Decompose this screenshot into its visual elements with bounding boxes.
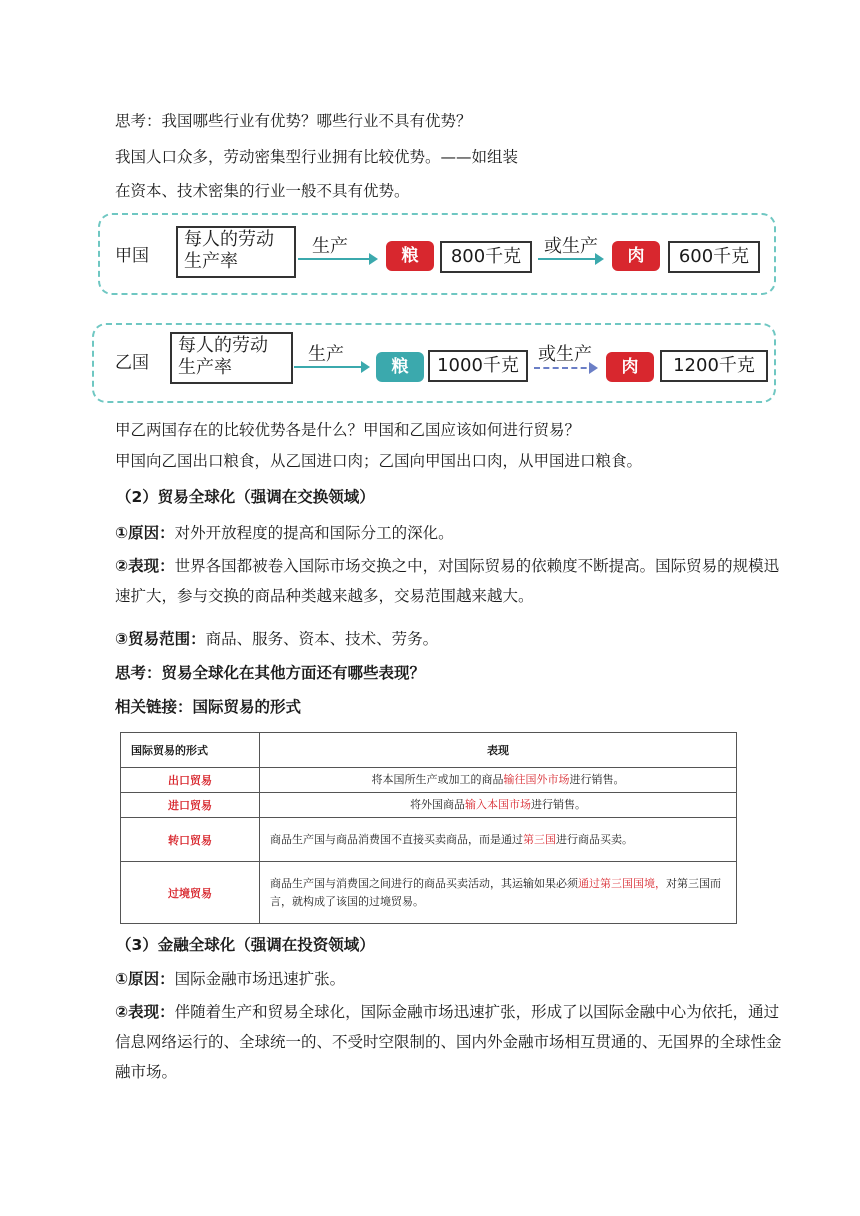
produce-label: 生产 [312,236,348,257]
finance-cause [115,968,345,990]
table-row [121,793,737,818]
trade-form-cell: 进口贸易 [121,793,260,818]
trade-performance [115,551,783,611]
trade-desc-cell [260,768,737,793]
desc-text: 进行销售。 [569,773,625,786]
productivity-label-line2: 生产率 [178,357,232,378]
productivity-label-line2: 生产率 [184,251,238,272]
produce-label: 生产 [308,344,344,365]
trade-think-question: 思考：贸易全球化在其他方面还有哪些表现？ [115,664,426,682]
grain-badge: 粮 [386,241,434,271]
trade-forms-table [120,732,737,924]
productivity-label-line1: 每人的劳动 [178,335,268,356]
performance-text: 伴随着生产和贸易全球化，国际金融市场迅速扩张，形成了以国际金融中心为依托，通过信息网络运行的、全球统一的、不受时空限制的、国内外金融市场相互贯通的、无国界的全球性金融市场。 [115,1003,782,1081]
grain-amount: 800千克 [440,241,532,273]
desc-text: 对第三国而言，就构成了该国的过境贸易。 [270,876,721,908]
desc-highlight: 通过第三国国境， [578,876,666,890]
comparison-answer: 甲国向乙国出口粮食，从乙国进口肉；乙国向甲国出口肉，从甲国进口粮食。 [115,452,643,470]
trade-scope [115,628,438,650]
table-row [121,862,737,924]
grain-badge: 粮 [376,352,424,382]
productivity-label-line1: 每人的劳动 [184,229,274,250]
finance-performance [115,997,783,1087]
country-label: 甲国 [115,246,149,266]
intro-line-labor: 我国人口众多，劳动密集型行业拥有比较优势。——如组装 [115,148,519,166]
performance-label: ②表现： [115,557,175,575]
desc-highlight: 输往国外市场 [503,773,570,786]
table-row [121,768,737,793]
table-header-form: 国际贸易的形式 [121,733,260,768]
intro-line-capital: 在资本、技术密集的行业一般不具有优势。 [115,182,410,200]
desc-highlight: 第三国 [523,832,556,846]
trade-desc-cell [260,818,737,862]
trade-form-cell: 转口贸易 [121,818,260,862]
or-produce-label: 或生产 [538,344,592,365]
cause-label: ①原因： [115,524,175,542]
comparison-question: 甲乙两国存在的比较优势各是什么？甲国和乙国应该如何进行贸易？ [115,421,581,439]
trade-form-cell: 出口贸易 [121,768,260,793]
performance-label: ②表现： [115,1003,175,1021]
produce-arrow [294,366,368,368]
think-question-advantage: 思考：我国哪些行业有优势？哪些行业不具有优势？ [115,112,472,130]
desc-text: 商品生产国与消费国之间进行的商品买卖活动，其运输如果必须 [270,876,578,890]
desc-highlight: 输入本国市场 [465,798,531,811]
related-link-heading: 相关链接：国际贸易的形式 [115,698,302,716]
scope-text: 商品、服务、资本、技术、劳务。 [205,630,439,648]
section-finance-heading: （3）金融全球化（强调在投资领域） [116,936,375,954]
section-trade-heading: （2）贸易全球化（强调在交换领域） [116,488,375,506]
performance-text: 世界各国都被卷入国际市场交换之中，对国际贸易的依赖度不断提高。国际贸易的规模迅速扩大，参与交换的商品种类越来越多，交易范围越来越大。 [115,557,780,605]
or-produce-arrow [534,367,596,369]
desc-text: 将本国所生产或加工的商品 [371,773,504,786]
desc-text: 商品生产国与商品消费国不直接买卖商品，而是通过 [270,832,523,846]
table-row [121,818,737,862]
trade-form-cell: 过境贸易 [121,862,260,924]
scope-label: ③贸易范围： [115,630,206,648]
meat-amount: 600千克 [668,241,760,273]
trade-cause [115,522,454,544]
desc-text: 将外国商品 [410,798,465,811]
trade-desc-cell [260,793,737,818]
productivity-label [170,332,293,384]
desc-text: 进行销售。 [531,798,586,811]
table-header-performance: 表现 [260,733,737,768]
produce-arrow [298,258,376,260]
productivity-label [176,226,296,278]
meat-amount: 1200千克 [660,350,768,382]
country-label: 乙国 [115,353,149,373]
grain-amount: 1000千克 [428,350,528,382]
meat-badge: 肉 [606,352,654,382]
or-produce-label: 或生产 [544,236,598,257]
or-produce-arrow [538,258,602,260]
cause-text: 对外开放程度的提高和国际分工的深化。 [174,524,454,542]
cause-label: ①原因： [115,970,175,988]
trade-desc-cell [260,862,737,924]
cause-text: 国际金融市场迅速扩张。 [174,970,346,988]
table-header-row [121,733,737,768]
meat-badge: 肉 [612,241,660,271]
desc-text: 进行商品买卖。 [556,832,633,846]
